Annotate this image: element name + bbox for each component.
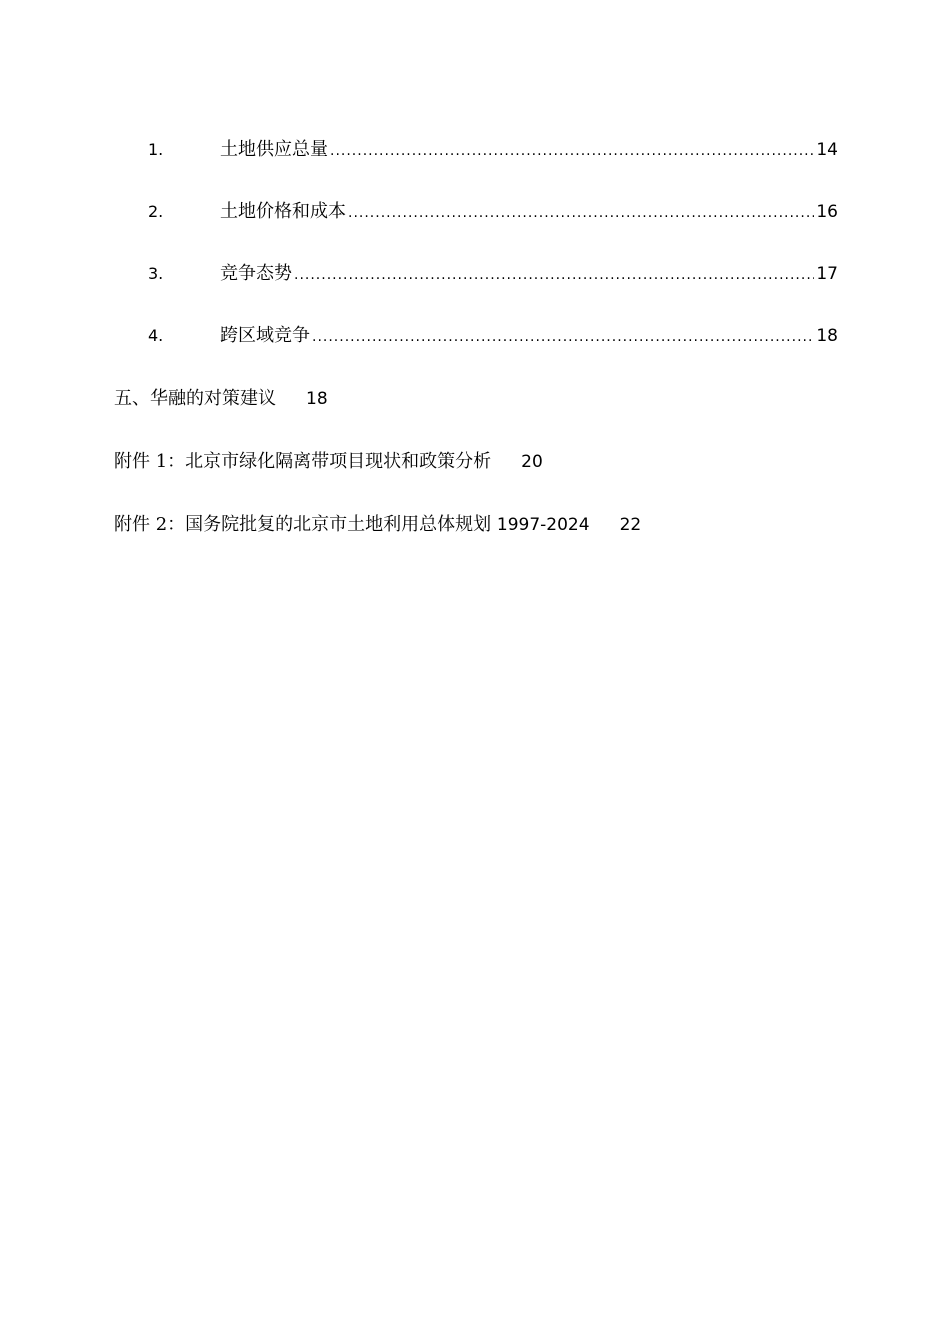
toc-entry-page: 17 [816,264,838,284]
toc-entry-years: 1997-2024 [496,515,590,535]
toc-entry-number: 1. [148,140,164,159]
toc-dot-leader [312,324,814,350]
toc-entry-title: 附件 2：国务院批复的北京市土地利用总体规划 [114,514,492,535]
toc-dot-leader [348,200,814,226]
toc-entry-page: 20 [521,452,543,472]
toc-entry-page: 18 [816,326,838,346]
toc-entry-page: 16 [816,202,838,222]
toc-dot-leader [294,262,814,288]
toc-entry-title: 竞争态势 [220,263,292,284]
toc-entry-title: 五、华融的对策建议 [114,388,276,409]
toc-entry-title: 土地价格和成本 [220,201,346,222]
toc-entry-number: 4. [148,326,164,345]
toc-entry-title: 附件 1：北京市绿化隔离带项目现状和政策分析 [114,451,492,472]
toc-entry-title: 跨区域竞争 [220,325,310,346]
toc-entry-page: 14 [816,140,838,160]
toc-entry-page: 18 [306,389,328,409]
toc-entry-page: 22 [619,515,642,535]
toc-entry-land-supply[interactable] [148,137,838,163]
toc-entry-number: 2. [148,202,164,221]
toc-entry-land-price[interactable] [148,199,838,225]
toc-dot-leader [330,138,814,164]
toc-entry-annex-2[interactable] [114,511,641,539]
toc-entry-number: 3. [148,264,164,283]
toc-entry-cross-region[interactable] [148,323,838,349]
toc-entry-title: 土地供应总量 [220,139,328,160]
toc-entry-competition[interactable] [148,261,838,287]
toc-entry-annex-1[interactable] [114,448,543,476]
toc-entry-section-five[interactable] [114,385,328,413]
